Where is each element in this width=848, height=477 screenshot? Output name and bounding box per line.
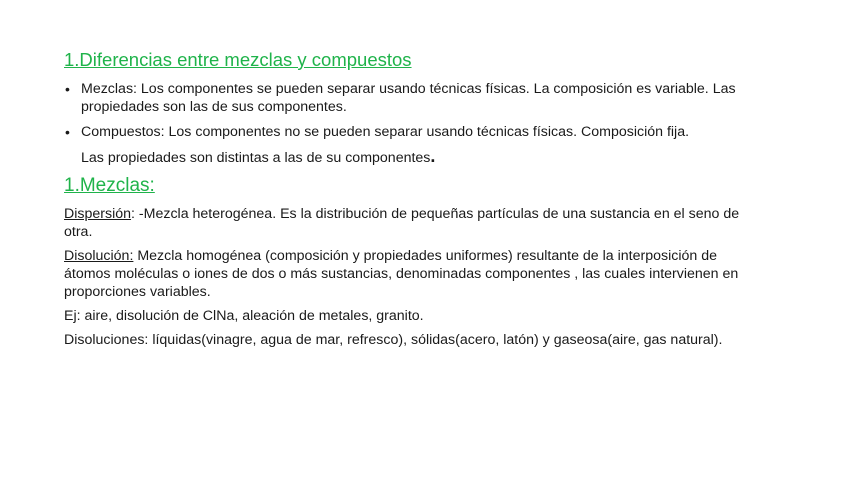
differences-list: [64, 80, 794, 167]
dispersion-text: : -Mezcla heterogénea. Es la distribución de pequeñas partículas de una sustancia en el seno de otra.: [64, 206, 740, 240]
disolucion-paragraph: [64, 247, 764, 301]
bullet-compuestos: [64, 123, 794, 167]
bullet-compuestos-line2-wrap: [81, 147, 794, 167]
bullet-compuestos-period: .: [430, 146, 436, 166]
slide-content: [64, 48, 794, 355]
bullet-dot-icon: •: [65, 124, 70, 140]
bullet-compuestos-line2: Las propiedades son distintas a las de su componentes: [81, 150, 431, 166]
disolucion-text: Mezcla homogénea (composición y propiedades uniformes) resultante de la interposición de átomos moléculas o iones de dos o más sustancias, denominadas componentes , las cuales intervienen en proporciones variables.: [64, 248, 739, 300]
bullet-dot-icon: •: [65, 81, 70, 97]
bullet-compuestos-line1: Compuestos: Los componentes no se pueden separar usando técnicas físicas. Composición fija.: [81, 124, 690, 140]
bullet-mezclas-text: Mezclas: Los componentes se pueden separar usando técnicas físicas. La composición es variable. Las propiedades son las de sus componentes.: [81, 81, 736, 115]
section-heading-diferencias: 1.Diferencias entre mezclas y compuestos: [64, 49, 412, 70]
disoluciones-paragraph: Disoluciones: líquidas(vinagre, agua de mar, refresco), sólidas(acero, latón) y gaseosa(aire, gas natural).: [64, 332, 723, 348]
dispersion-paragraph: [64, 205, 764, 241]
dispersion-label: Dispersión: [64, 206, 132, 222]
examples-paragraph: Ej: aire, disolución de ClNa, aleación de metales, granito.: [64, 308, 424, 324]
bullet-mezclas: [64, 80, 794, 116]
disolucion-label: Disolución:: [64, 248, 134, 264]
section-heading-mezclas: 1.Mezclas:: [64, 175, 155, 196]
